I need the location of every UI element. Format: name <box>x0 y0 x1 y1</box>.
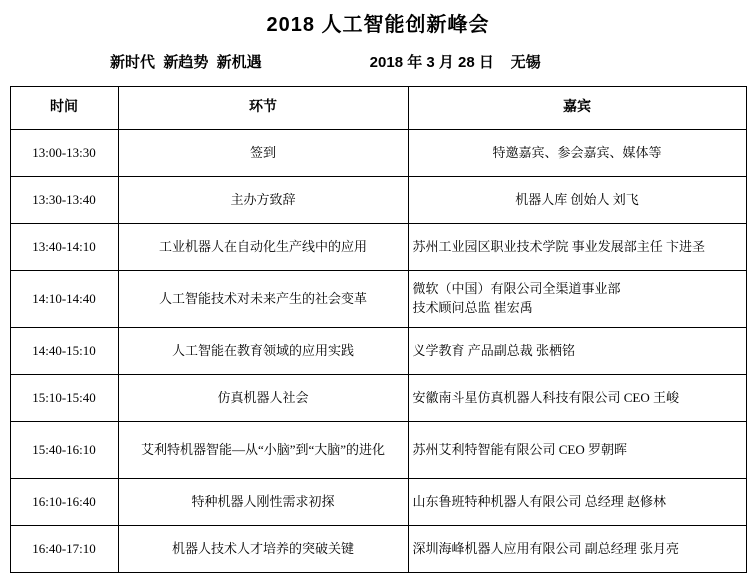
table-row <box>10 271 746 328</box>
subtitle-slogan: 新时代 新趋势 新机遇 <box>110 54 262 71</box>
column-header-time: 时间 <box>10 87 118 130</box>
cell-guest <box>408 479 746 526</box>
cell-time: 13:30-13:40 <box>10 177 118 224</box>
table-row <box>10 375 746 422</box>
cell-guest-line: 安徽南斗星仿真机器人科技有限公司 CEO 王峻 <box>412 389 680 405</box>
cell-guest <box>408 375 746 422</box>
cell-guest-line: 义学教育 产品副总裁 张栖铭 <box>412 342 576 358</box>
table-row <box>10 328 746 375</box>
agenda-table <box>10 86 747 573</box>
cell-guest-line: 深圳海峰机器人应用有限公司 副总经理 张月亮 <box>412 540 680 556</box>
cell-topic: 人工智能在教育领域的应用实践 <box>118 328 408 375</box>
table-row <box>10 130 746 177</box>
cell-guest-line: 微软（中国）有限公司全渠道事业部 <box>412 281 621 297</box>
cell-guest-line: 机器人库 创始人 刘飞 <box>515 191 639 207</box>
cell-topic: 艾利特机器智能—从“小脑”到“大脑”的进化 <box>118 422 408 479</box>
cell-time: 13:40-14:10 <box>10 224 118 271</box>
cell-topic: 仿真机器人社会 <box>118 375 408 422</box>
cell-guest <box>408 526 746 573</box>
cell-topic: 人工智能技术对未来产生的社会变革 <box>118 271 408 328</box>
cell-topic: 工业机器人在自动化生产线中的应用 <box>118 224 408 271</box>
page-title: 2018 人工智能创新峰会 <box>266 14 490 36</box>
cell-topic: 机器人技术人才培养的突破关键 <box>118 526 408 573</box>
cell-guest <box>408 130 746 177</box>
cell-guest-line-2: 技术顾问总监 崔宏禹 <box>412 300 533 315</box>
table-row <box>10 526 746 573</box>
cell-time: 13:00-13:30 <box>10 130 118 177</box>
column-header-topic: 环节 <box>118 87 408 130</box>
table-row <box>10 479 746 526</box>
cell-guest <box>408 224 746 271</box>
subtitle-date-location: 2018 年 3 月 28 日 无锡 <box>369 54 541 71</box>
table-row <box>10 224 746 271</box>
cell-guest-line: 苏州工业园区职业技术学院 事业发展部主任 卞进圣 <box>412 238 706 254</box>
table-row <box>10 177 746 224</box>
cell-time: 14:40-15:10 <box>10 328 118 375</box>
cell-guest-line: 特邀嘉宾、参会嘉宾、媒体等 <box>492 144 662 160</box>
cell-guest-line: 山东鲁班特种机器人有限公司 总经理 赵修林 <box>412 493 667 509</box>
cell-time: 16:10-16:40 <box>10 479 118 526</box>
cell-guest <box>408 271 746 328</box>
cell-time: 15:10-15:40 <box>10 375 118 422</box>
subtitle-row <box>0 39 756 86</box>
cell-time: 16:40-17:10 <box>10 526 118 573</box>
cell-topic: 特种机器人刚性需求初探 <box>118 479 408 526</box>
cell-topic: 主办方致辞 <box>118 177 408 224</box>
cell-time: 14:10-14:40 <box>10 271 118 328</box>
table-row <box>10 422 746 479</box>
cell-time: 15:40-16:10 <box>10 422 118 479</box>
cell-guest-line: 苏州艾利特智能有限公司 CEO 罗朝晖 <box>412 441 628 457</box>
cell-guest <box>408 422 746 479</box>
cell-topic: 签到 <box>118 130 408 177</box>
cell-guest <box>408 328 746 375</box>
table-header-row <box>10 87 746 130</box>
cell-guest <box>408 177 746 224</box>
column-header-guest: 嘉宾 <box>408 87 746 130</box>
